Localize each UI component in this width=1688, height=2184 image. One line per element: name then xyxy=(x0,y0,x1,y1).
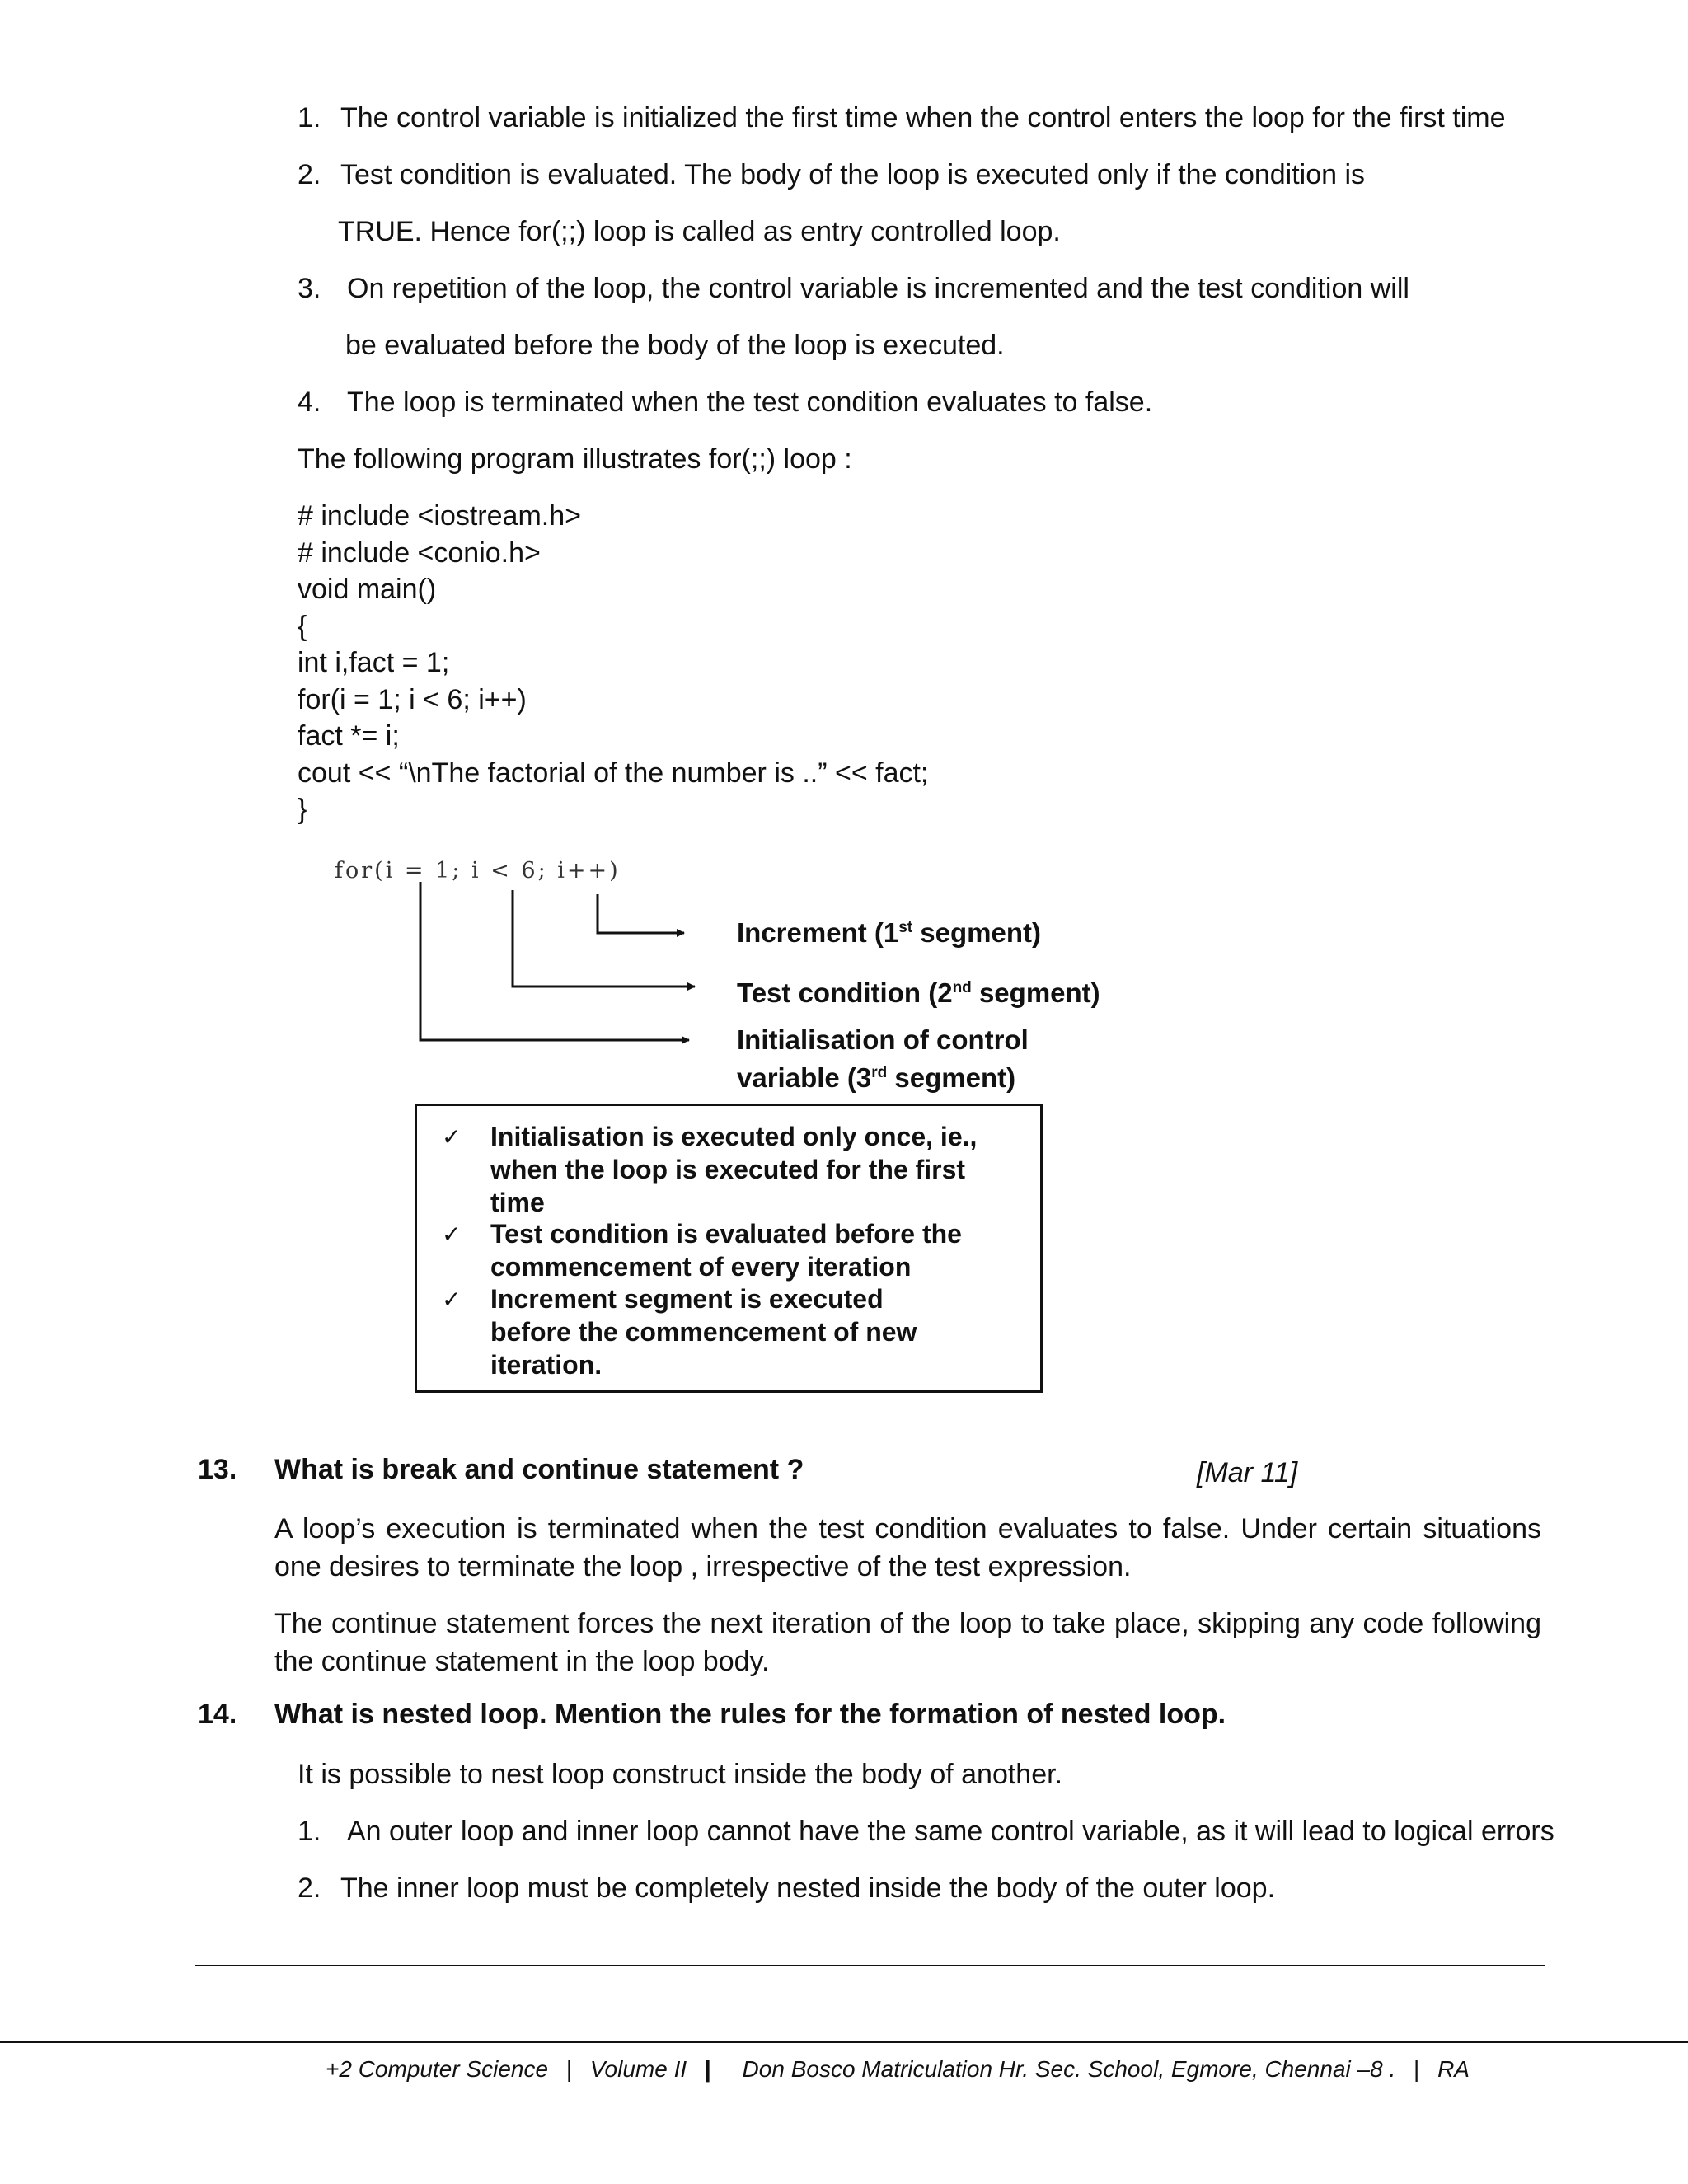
list-number: 2. xyxy=(298,1872,321,1904)
code-line: void main() xyxy=(298,574,437,605)
answer-paragraph: A loop’s execution is terminated when the test condition evaluates to false. Under certain situations one desires to terminate the loop , irrespective of the test expression. xyxy=(274,1513,1541,1582)
increment-arrow xyxy=(598,894,684,933)
exam-tag: [Mar 11] xyxy=(1197,1457,1298,1488)
footer-initials: RA xyxy=(1437,2056,1470,2082)
note-item: Test condition is evaluated before the commencement of every iteration xyxy=(490,1219,962,1282)
footer-separator: | xyxy=(565,2056,573,2082)
list-number: 4. xyxy=(298,387,321,418)
note-item: Increment segment is executed before the commencement of new iteration. xyxy=(490,1284,917,1380)
list-item-continuation: TRUE. Hence for(;;) loop is called as entry controlled loop. xyxy=(338,216,1061,247)
question-title: What is nested loop. Mention the rules for the formation of nested loop. xyxy=(274,1699,1226,1730)
list-item-text: The loop is terminated when the test condition evaluates to false. xyxy=(347,387,1153,418)
list-item-text: An outer loop and inner loop cannot have the same control variable, as it will lead to logical errors xyxy=(347,1816,1554,1847)
code-line: for(i = 1; i < 6; i++) xyxy=(298,684,527,715)
list-item-text: The control variable is initialized the first time when the control enters the loop for the first time xyxy=(340,102,1506,134)
code-line: # include <conio.h> xyxy=(298,537,541,569)
list-item-text: Test condition is evaluated. The body of the loop is executed only if the condition is xyxy=(340,159,1366,190)
footer-school: Don Bosco Matriculation Hr. Sec. School, Egmore, Chennai –8 . xyxy=(742,2056,1396,2082)
footer-course: +2 Computer Science xyxy=(326,2056,549,2082)
list-item-text: On repetition of the loop, the control variable is incremented and the test condition will xyxy=(347,273,1409,304)
footer-rule xyxy=(0,2041,1688,2043)
page-footer xyxy=(326,2056,1470,2083)
label-initialisation: Initialisation of control variable (3rd segment) xyxy=(737,1024,1029,1093)
test-condition-arrow xyxy=(513,890,695,987)
answer-paragraph: The continue statement forces the next iteration of the loop to take place, skipping any code following the continue statement in the loop body. xyxy=(274,1608,1541,1677)
check-icon: ✓ xyxy=(442,1221,462,1247)
list-number: 1. xyxy=(298,102,321,134)
footer-separator: | xyxy=(1414,2056,1420,2082)
list-item-text: The inner loop must be completely nested inside the body of the outer loop. xyxy=(340,1872,1276,1904)
footer-volume: Volume II xyxy=(589,2056,687,2082)
code-line: } xyxy=(298,794,307,825)
question-number: 14. xyxy=(198,1699,237,1730)
code-line: fact *= i; xyxy=(298,720,400,752)
program-intro: The following program illustrates for(;;) loop : xyxy=(298,443,852,475)
question-title: What is break and continue statement ? xyxy=(274,1454,804,1485)
footer-separator: | xyxy=(704,2056,711,2082)
list-item-continuation: be evaluated before the body of the loop is executed. xyxy=(345,330,1005,361)
code-line: int i,fact = 1; xyxy=(298,647,450,678)
code-line: cout << “\nThe factorial of the number is ..” << fact; xyxy=(298,757,929,789)
label-increment: Increment (1st segment) xyxy=(737,917,1042,948)
question-number: 13. xyxy=(198,1454,237,1485)
content-end-rule xyxy=(195,1965,1545,1966)
code-line: # include <iostream.h> xyxy=(298,500,581,532)
check-icon: ✓ xyxy=(442,1286,462,1312)
answer-intro: It is possible to nest loop construct inside the body of another. xyxy=(298,1759,1063,1790)
label-test-condition: Test condition (2nd segment) xyxy=(737,977,1100,1008)
list-number: 1. xyxy=(298,1816,321,1847)
list-number: 3. xyxy=(298,273,321,304)
note-item: Initialisation is executed only once, ie., when the loop is executed for the first time xyxy=(490,1122,978,1217)
check-icon: ✓ xyxy=(442,1124,462,1150)
notes-box xyxy=(415,1104,1043,1393)
diagram-code: for(i = 1; i < 6; i++) xyxy=(335,858,621,883)
code-line: { xyxy=(298,611,307,642)
list-number: 2. xyxy=(298,159,321,190)
initialisation-arrow xyxy=(420,882,689,1040)
